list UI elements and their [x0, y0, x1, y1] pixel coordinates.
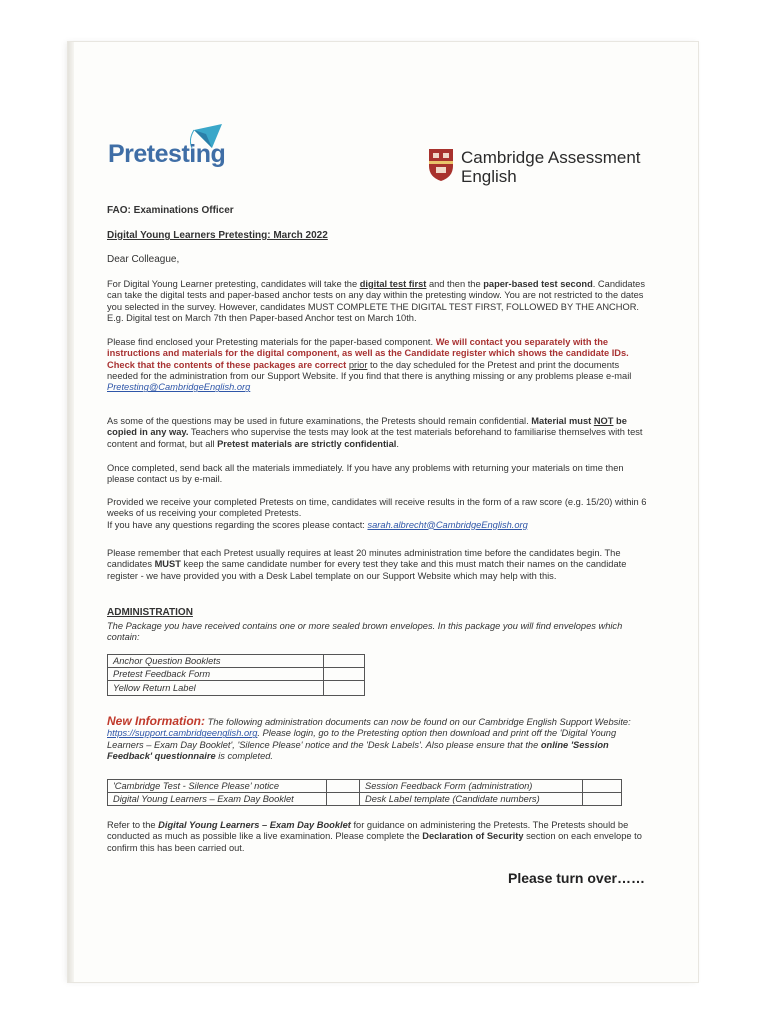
administration-heading [107, 607, 652, 618]
contents-table [107, 654, 365, 696]
p1-c: and then the [426, 279, 484, 289]
pretesting-email-link[interactable]: Pretesting@CambridgeEnglish.org [107, 382, 251, 393]
check-cell [324, 681, 365, 696]
cl-declaration: Declaration of Security [422, 831, 524, 842]
p1-e: . Candidates can take the digital tests and paper-based anchor tests on any day within the pretesting window. You are not restricted to the dates you selected in the survey. However, candidates MUST COMPLETE THE DIGITAL TEST FIRST, FOLLOWED BY THE ANCHOR. E.g. Digital test on March 7th then Paper-based Anchor test on March 10th. [107, 279, 645, 323]
paragraph-6 [107, 548, 652, 582]
p2-d: to the day scheduled for the Pretest and print the documents needed for the administration from our Support Website. If you find that there is anything missing or any problems please e-mail [107, 359, 632, 381]
cl-c: for guidance on administering the Pretests. The Pretests should be conducted as much as possible like a live examination. Please complete the [107, 820, 629, 842]
table-row [108, 655, 365, 668]
document-item: Session Feedback Form (administration) [360, 780, 583, 793]
p6-c: keep the same candidate number for every test they take and this must match their names on the candidate register - we have provided you with a Desk Label template on our Support Website which may help with this. [107, 559, 627, 581]
document-item: Digital Young Learners – Exam Day Booklet [108, 793, 327, 806]
subject-line [107, 230, 652, 241]
scores-email-link[interactable]: sarah.albrecht@CambridgeEnglish.org [367, 519, 528, 530]
paragraph-4: Once completed, send back all the materials immediately. If you have any problems with returning your materials on time then please contact us by e-mail. [107, 463, 624, 485]
check-cell [583, 780, 622, 793]
p3-confidential: Pretest materials are strictly confidential [217, 438, 397, 449]
check-cell [583, 793, 622, 806]
p3-material-must: Material must [531, 416, 592, 426]
new-information [107, 716, 652, 762]
cl-a: Refer to the [107, 820, 159, 830]
cambridge-logo [428, 148, 641, 186]
cl-e: section on each envelope to confirm this has been carried out. [107, 831, 642, 853]
p6-a: Please remember that each Pretest usually requires at least 20 minutes administration time before the candidates begin. The candidates [107, 548, 621, 570]
p2-red-notice: We will contact you separately with the instructions and materials for the digital component, as well as the Candidate register which shows the candidate IDs. Check that the contents of these packages are correct [107, 337, 629, 370]
paper-edge [68, 42, 74, 982]
p3-copied: be copied in any way. [107, 416, 627, 438]
document-item: 'Cambridge Test - Silence Please' notice [108, 780, 327, 793]
contents-item: Yellow Return Label [108, 681, 324, 696]
cambridge-logo-line1: Cambridge Assessment [461, 148, 641, 167]
p6-must: MUST [154, 559, 181, 570]
p2-a: Please find enclosed your Pretesting materials for the paper-based component. [107, 337, 436, 347]
turn-over-text: Please turn over…… [508, 870, 645, 886]
table-row [108, 668, 365, 681]
administration-text: The Package you have received contains one or more sealed brown envelopes. In this package you will find envelopes which contain: [107, 621, 623, 643]
p1-digital-first: digital test first [359, 279, 427, 289]
contents-item: Pretest Feedback Form [108, 668, 324, 681]
p3-a: As some of the questions may be used in future examinations, the Pretests should remain confidential. [107, 416, 532, 426]
contents-item: Anchor Question Booklets [108, 655, 324, 668]
ni-a: The following administration documents can now be found on our Cambridge English Support Website: [205, 717, 631, 727]
subject-text: Digital Young Learners Pretesting: March 2022 [107, 230, 328, 241]
p1-a: For Digital Young Learner pretesting, candidates will take the [107, 279, 360, 289]
p3-not: NOT [593, 416, 614, 426]
ni-d: is completed. [215, 750, 273, 761]
fao-line: FAO: Examinations Officer [107, 205, 234, 216]
closing-paragraph [107, 820, 652, 854]
new-information-label: New Information: [107, 714, 205, 728]
p1-paper-second: paper-based test second [483, 279, 593, 289]
p3-e: Teachers who supervise the tests may look at the test materials beforehand to familiarise themselves with test content and format, but all [107, 427, 643, 449]
cl-booklet: Digital Young Learners – Exam Day Booklet [158, 820, 351, 830]
ni-session-feedback: online 'Session Feedback' questionnaire [107, 739, 609, 761]
check-cell [324, 655, 365, 668]
documents-table [107, 779, 622, 806]
table-row [108, 681, 365, 696]
administration-title: ADMINISTRATION [107, 607, 193, 618]
p3-g: . [396, 438, 399, 449]
check-cell [324, 668, 365, 681]
p5-b: If you have any questions regarding the scores please contact: [107, 519, 368, 530]
table-row [108, 780, 622, 793]
p2-prior: prior [348, 359, 368, 370]
salutation: Dear Colleague, [107, 254, 180, 265]
paragraph-5 [107, 497, 652, 531]
cambridge-shield-icon [428, 148, 454, 182]
check-cell [327, 793, 360, 806]
cambridge-logo-line2: English [461, 167, 517, 186]
pretesting-logo: Pretesting [108, 140, 226, 168]
ni-b: . Please login, go to the Pretesting option then download and print off the 'Digital Young Learners – Exam Day Booklet', 'Silence Please' notice and the 'Desk Labels'. Also please ensure that the [107, 728, 617, 750]
document-item: Desk Label template (Candidate numbers) [360, 793, 583, 806]
paragraph-2 [107, 337, 652, 393]
paragraph-3 [107, 416, 652, 450]
support-website-link[interactable]: https://support.cambridgeenglish.org [107, 728, 258, 739]
p5-a: Provided we receive your completed Pretests on time, candidates will receive results in the form of a raw score (e.g. 15/20) within 6 weeks of us receiving your completed Pretests. [107, 497, 647, 519]
paragraph-1 [107, 279, 652, 324]
table-row [108, 793, 622, 806]
check-cell [327, 780, 360, 793]
